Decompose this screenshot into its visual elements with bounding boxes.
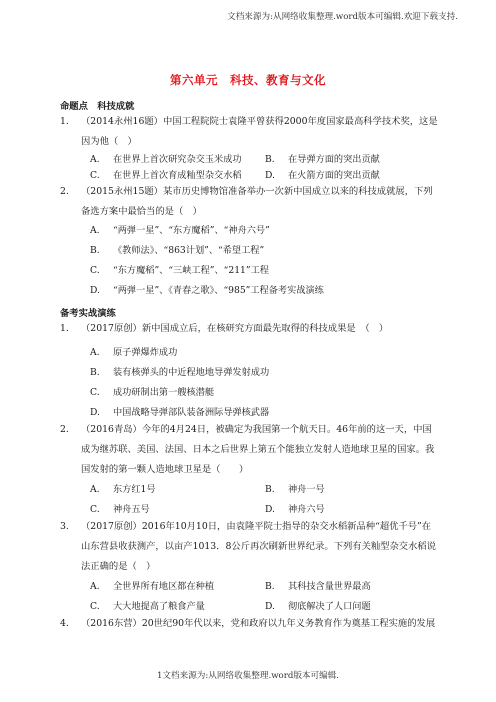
option-d: D. 中国战略导弹部队装备洲际导弹核武器 bbox=[90, 407, 270, 418]
option-c: C. 成功研制出第一艘核潜艇 bbox=[90, 387, 215, 398]
option-c: C. 在世界上首次育成籼型杂交水稻 bbox=[90, 170, 242, 181]
practice-question-2 bbox=[60, 420, 440, 480]
question-stem: （2015永州15题）某市历史博物馆准备举办一次新中国成立以来的科技成就展，下列备选方案中最恰当的是（ ） bbox=[81, 186, 433, 217]
option-a: A. 东方红1号 bbox=[90, 484, 156, 495]
option-a: A. 在世界上首次研究杂交玉米成功 bbox=[90, 154, 242, 165]
question-stem: （2016东营）20世纪90年代以来，党和政府以九年义务教育作为奠基工程实施的发展 bbox=[81, 618, 436, 629]
question-number: 4. bbox=[60, 618, 69, 629]
question-number: 3. bbox=[60, 521, 69, 532]
page-footer: 1文档来源为:从网络收集整理.word版本可编辑. bbox=[156, 671, 340, 681]
unit-title: 第六单元 科技、教育与文化 bbox=[170, 73, 326, 87]
section-heading-practice: 备考实战演练 bbox=[60, 308, 116, 319]
question-1 bbox=[60, 112, 440, 152]
question-number: 2. bbox=[60, 186, 69, 197]
option-d: D. 神舟六号 bbox=[265, 504, 325, 515]
option-c: C. 神舟五号 bbox=[90, 504, 150, 515]
question-number: 1. bbox=[60, 323, 69, 334]
option-b: B. 《教师法》、“863计划”、“希望工程” bbox=[90, 245, 265, 256]
question-number: 2. bbox=[60, 424, 69, 435]
option-d: D. “两弹一星”、《青春之歌》、“985”工程备考实战演练 bbox=[90, 285, 324, 296]
option-a: A. 全世界所有地区都在种植 bbox=[90, 581, 215, 592]
practice-question-1 bbox=[60, 319, 440, 339]
question-stem: （2014永州16题）中国工程院院士袁隆平曾获得2000年度国家最高科学技术奖，这是因为他（ ） bbox=[81, 116, 438, 147]
option-c: C. “东方魔稻”、“三峡工程”、“211”工程 bbox=[90, 265, 269, 276]
question-stem: （2017原创）2016年10月10日，由袁隆平院士指导的杂交水稻新品种“超优千号”在山东营县收获测产，以亩产1013．8公斤再次刷新世界纪录。下列有关籼型杂交水稻说法正确的是（ ） bbox=[81, 521, 436, 572]
question-stem: （2017原创）新中国成立后，在核研究方面最先取得的科技成果是 （ ） bbox=[81, 323, 389, 334]
option-b: B. 其科技含量世界最高 bbox=[265, 581, 371, 592]
question-2 bbox=[60, 182, 440, 222]
option-d: D. 在火箭方面的突出贡献 bbox=[265, 170, 380, 181]
section-heading-topic: 命题点 科技成就 bbox=[60, 101, 135, 112]
question-number: 1. bbox=[60, 116, 69, 127]
option-b: B. 神舟一号 bbox=[265, 484, 325, 495]
page-header: 文档来源为:从网络收集整理.word版本可编辑.欢迎下载支持. bbox=[227, 12, 458, 22]
question-stem: （2016青岛）今年的4月24日，被确定为我国第一个航天日。46年前的这一天，中国成为继苏联、美国、法国、日本之后世界上第五个能独立发射人造地球卫星的国家。我国发射的第一颗人造地球卫星是（ ） bbox=[81, 424, 435, 475]
option-a: A. “两弹一星”、“东方魔稻”、“神舟六号” bbox=[90, 225, 270, 236]
practice-question-4 bbox=[60, 614, 440, 634]
option-b: B. 装有核弹头的中近程地地导弹发射成功 bbox=[90, 367, 270, 378]
option-d: D. 彻底解决了人口问题 bbox=[265, 601, 371, 612]
practice-question-3 bbox=[60, 517, 440, 577]
option-b: B. 在导弹方面的突出贡献 bbox=[265, 154, 380, 165]
option-c: C. 大大地提高了粮食产量 bbox=[90, 601, 205, 612]
option-a: A. 原子弹爆炸成功 bbox=[90, 347, 178, 358]
